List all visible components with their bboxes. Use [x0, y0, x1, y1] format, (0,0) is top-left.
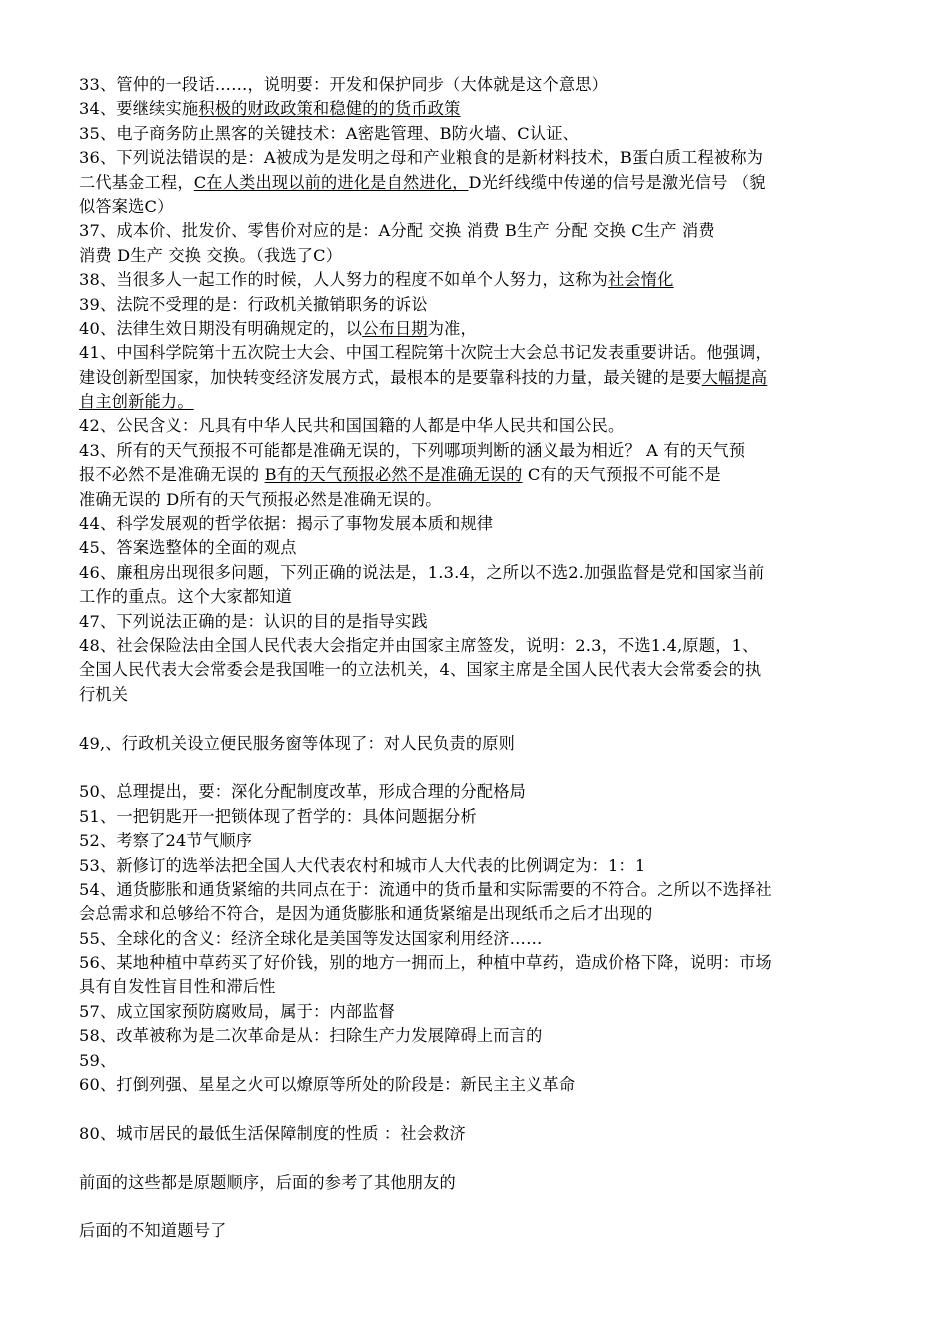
text-segment: 34、要继续实施	[79, 99, 199, 119]
text-segment: 33、管仲的一段话……，说明要：开发和保护同步（大体就是这个意思）	[79, 75, 609, 94]
text-line	[79, 97, 885, 121]
text-segment: 56、某地种植中草药买了好价钱，别的地方一拥而上，种植中草药，造成价格下降，说明：市场	[79, 953, 772, 973]
text-segment: 60、打倒列强、星星之火可以燎原等所处的阶段是：新民主主义革命	[79, 1075, 576, 1095]
text-line	[79, 171, 885, 195]
text-line	[79, 951, 885, 975]
text-line	[79, 805, 885, 829]
text-segment: 80、城市居民的最低生活保障制度的性质 ：社会救济	[79, 1123, 466, 1143]
text-segment: 35、电子商务防止黑客的关键技术：A密匙管理、B防火墙、C认证、	[79, 123, 580, 143]
text-line	[79, 561, 885, 585]
text-line	[79, 1000, 885, 1024]
text-line	[79, 975, 885, 999]
text-segment: 38、当很多人一起工作的时候，人人努力的程度不如单个人努力，这称为	[79, 270, 609, 290]
text-line	[79, 219, 885, 243]
text-segment: 45、答案选整体的全面的观点	[79, 538, 297, 558]
text-line	[79, 1049, 885, 1073]
text-segment: 49,、行政机关设立便民服务窗等体现了：对人民负责的原则	[79, 733, 516, 753]
text-line	[79, 829, 885, 853]
text-segment: 46、廉租房出现很多问题，下列正确的说法是，1.3.4，之所以不选2.加强监督是党和国家当前	[79, 562, 765, 582]
text-line	[79, 1073, 885, 1097]
underlined-answer: 大幅提高	[701, 367, 768, 387]
text-segment: 58、改革被称为是二次革命是从：扫除生产力发展障碍上而言的	[79, 1026, 543, 1046]
text-segment: 47、下列说法正确的是：认识的目的是指导实践	[79, 611, 428, 631]
text-line	[79, 585, 885, 609]
underlined-answer: B有的天气预报必然不是准确无误的	[264, 465, 523, 485]
text-segment: D光纤线缆中传递的信号是激光信号 （貌	[468, 172, 766, 192]
text-line	[79, 610, 885, 634]
blank-line	[79, 1146, 885, 1170]
text-line	[79, 293, 885, 317]
text-segment: 报不必然不是准确无误的	[79, 465, 265, 485]
text-segment: 准确无误的 D所有的天气预报必然是准确无误的。	[79, 489, 442, 509]
text-line	[79, 854, 885, 878]
blank-line	[79, 707, 885, 731]
text-segment: 前面的这些都是原题顺序，后面的参考了其他朋友的	[79, 1172, 456, 1192]
text-line	[79, 122, 885, 146]
text-line	[79, 902, 885, 926]
text-segment: 48、社会保险法由全国人民代表大会指定并由国家主席签发，说明：2.3，不选1.4,原题，1、	[79, 635, 759, 655]
blank-line	[79, 1195, 885, 1219]
text-segment: 全国人民代表大会常委会是我国唯一的立法机关，4、国家主席是全国人民代表大会常委会的执	[79, 660, 762, 680]
text-segment: 后面的不知道题号了	[79, 1221, 227, 1241]
text-line	[79, 1171, 885, 1195]
text-segment: 具有自发性盲目性和滞后性	[79, 977, 276, 997]
text-segment: 41、中国科学院第十五次院士大会、中国工程院第十次院士大会总书记发表重要讲话。他强调，	[79, 343, 772, 363]
underlined-answer: 社会惰化	[608, 270, 674, 290]
text-line	[79, 658, 885, 682]
text-segment: 54、通货膨胀和通货紧缩的共同点在于：流通中的货币量和实际需要的不符合。之所以不选择社	[79, 879, 772, 899]
text-line	[79, 463, 885, 487]
text-line	[79, 366, 885, 390]
underlined-answer: 自主创新能力。	[79, 392, 194, 412]
text-segment: 40、法律生效日期没有明确规定的，以	[79, 318, 363, 338]
text-line	[79, 732, 885, 756]
text-line	[79, 536, 885, 560]
underlined-answer: 积极的财政政策和稳健的的货币政策	[198, 99, 461, 119]
text-segment: 39、法院不受理的是：行政机关撤销职务的诉讼	[79, 294, 428, 314]
text-line	[79, 1024, 885, 1048]
text-line	[79, 512, 885, 536]
text-segment: 42、公民含义：凡具有中华人民共和国国籍的人都是中华人民共和国公民。	[79, 416, 625, 436]
text-segment: 会总需求和总够给不符合，是因为通货膨胀和通货紧缩是出现纸币之后才出现的	[79, 904, 653, 924]
text-segment: 工作的重点。这个大家都知道	[79, 587, 293, 607]
text-segment: 37、成本价、批发价、零售价对应的是：A分配 交换 消费 B生产 分配 交换 C生产 消费	[79, 221, 715, 241]
underlined-answer: 公布日期	[362, 318, 428, 338]
text-line	[79, 244, 885, 268]
underlined-answer: C在人类出现以前的进化是自然进化，	[193, 172, 469, 192]
text-line	[79, 341, 885, 365]
text-segment: 二代基金工程，	[79, 172, 194, 192]
text-line	[79, 390, 885, 414]
text-segment: 57、成立国家预防腐败局，属于：内部监督	[79, 1001, 395, 1021]
text-segment: 59、	[79, 1050, 117, 1070]
document-page	[79, 73, 885, 1244]
text-segment: 36、下列说法错误的是：A被成为是发明之母和产业粮食的是新材料技术，B蛋白质工程被称为	[79, 148, 764, 168]
text-line	[79, 1122, 885, 1146]
text-segment: 44、科学发展观的哲学依据：揭示了事物发展本质和规律	[79, 514, 494, 534]
text-segment: 似答案选C）	[79, 196, 174, 216]
blank-line	[79, 756, 885, 780]
text-segment: 51、一把钥匙开一把锁体现了哲学的：具体问题据分析	[79, 806, 477, 826]
text-segment: 行机关	[79, 684, 129, 704]
text-segment: 55、全球化的含义：经济全球化是美国等发达国家利用经济……	[79, 928, 543, 948]
text-line	[79, 268, 885, 292]
text-line	[79, 878, 885, 902]
text-segment: 52、考察了24节气顺序	[79, 831, 253, 851]
text-line	[79, 683, 885, 707]
text-line	[79, 1219, 885, 1243]
text-segment: C有的天气预报不可能不是	[522, 465, 721, 485]
text-segment: 53、新修订的选举法把全国人大代表农村和城市人大代表的比例调定为：1：1	[79, 855, 646, 875]
text-line	[79, 780, 885, 804]
text-segment: 消费 D生产 交换 交换。（我选了C）	[79, 245, 343, 265]
text-segment: 为准，	[427, 318, 477, 338]
text-segment: 43、所有的天气预报不可能都是准确无误的，下列哪项判断的涵义最为相近？ A 有的天气预	[79, 440, 746, 460]
text-line	[79, 317, 885, 341]
text-line	[79, 488, 885, 512]
text-line	[79, 73, 885, 97]
text-line	[79, 927, 885, 951]
text-line	[79, 146, 885, 170]
text-segment: 50、总理提出，要：深化分配制度改革，形成合理的分配格局	[79, 782, 527, 802]
text-line	[79, 414, 885, 438]
text-line	[79, 439, 885, 463]
text-line	[79, 195, 885, 219]
text-line	[79, 634, 885, 658]
text-segment: 建设创新型国家，加快转变经济发展方式，最根本的是要靠科技的力量，最关键的是要	[79, 367, 702, 387]
blank-line	[79, 1097, 885, 1121]
